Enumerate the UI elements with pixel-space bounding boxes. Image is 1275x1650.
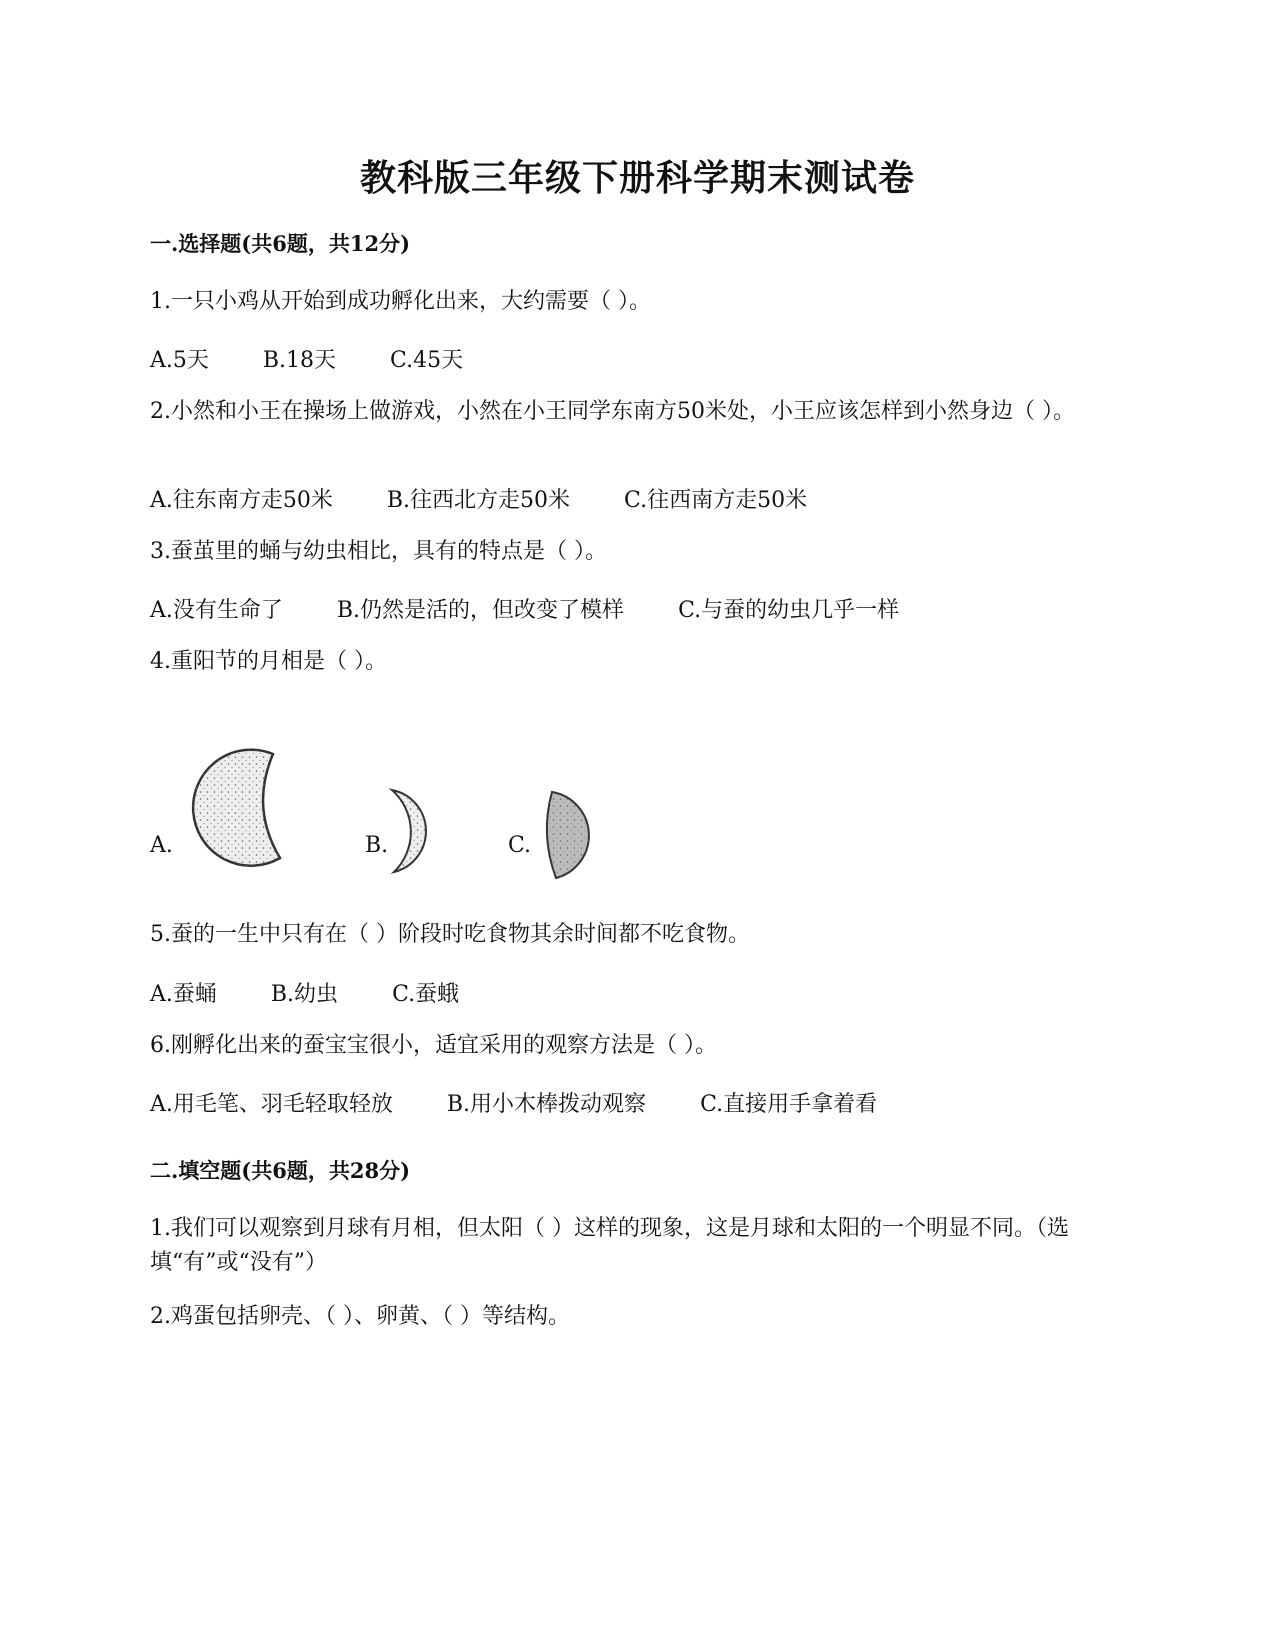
option-c: C.直接用手拿着看 <box>700 1092 878 1117</box>
question-1-options <box>150 343 517 374</box>
question-3-options <box>150 593 953 624</box>
option-b: B.仍然是活的，但改变了模样 <box>336 598 625 623</box>
option-c: C.往西南方走50米 <box>624 488 808 513</box>
section-heading-fill: 二.填空题(共6题，共28分) <box>150 1158 411 1183</box>
page-title: 教科版三年级下册科学期末测试卷 <box>359 157 915 199</box>
option-b: B. <box>365 833 389 858</box>
option-a: A.往东南方走50米 <box>150 488 333 513</box>
option-a: A.蚕蛹 <box>150 982 217 1007</box>
question-5: 5.蚕的一生中只有在（ ）阶段时吃食物其余时间都不吃食物。 <box>150 922 750 947</box>
option-b: B.用小木棒拨动观察 <box>446 1092 647 1117</box>
option-c: C.45天 <box>390 348 464 373</box>
fill-question-2: 2.鸡蛋包括卵壳、（ ）、卵黄、（ ）等结构。 <box>150 1304 570 1329</box>
crescent-moon-icon <box>388 786 436 876</box>
option-c: C.蚕蛾 <box>392 982 460 1007</box>
question-4: 4.重阳节的月相是（ ）。 <box>150 649 387 674</box>
question-6-options <box>150 1087 931 1118</box>
option-c: C. <box>508 833 532 858</box>
section-heading-choice: 一.选择题(共6题，共12分) <box>150 231 411 256</box>
option-a: A. <box>150 833 173 858</box>
option-a: A.没有生命了 <box>150 598 283 623</box>
question-2-options <box>150 483 861 514</box>
option-a: A.5天 <box>150 348 209 373</box>
question-1: 1.一只小鸡从开始到成功孵化出来，大约需要（ ）。 <box>150 289 651 314</box>
option-c: C.与蚕的幼虫几乎一样 <box>678 598 900 623</box>
option-b: B.幼虫 <box>270 982 339 1007</box>
half-moon-icon <box>538 790 600 880</box>
question-3: 3.蚕茧里的蛹与幼虫相比，具有的特点是（ ）。 <box>150 539 607 564</box>
question-5-options <box>150 977 513 1008</box>
question-6: 6.刚孵化出来的蚕宝宝很小，适宜采用的观察方法是（ ）。 <box>150 1033 717 1058</box>
option-a: A.用毛笔、羽毛轻取轻放 <box>150 1092 393 1117</box>
question-2: 2.小然和小王在操场上做游戏，小然在小王同学东南方50米处，小王应该怎样到小然身边（ ）。 <box>150 399 1075 424</box>
gibbous-moon-icon <box>178 748 286 868</box>
option-b: B.往西北方走50米 <box>386 488 571 513</box>
fill-question-1: 1.我们可以观察到月球有月相，但太阳（ ）这样的现象，这是月球和太阳的一个明显不同。（选填“有”或“没有”） <box>150 1216 1069 1275</box>
option-b: B.18天 <box>262 348 337 373</box>
